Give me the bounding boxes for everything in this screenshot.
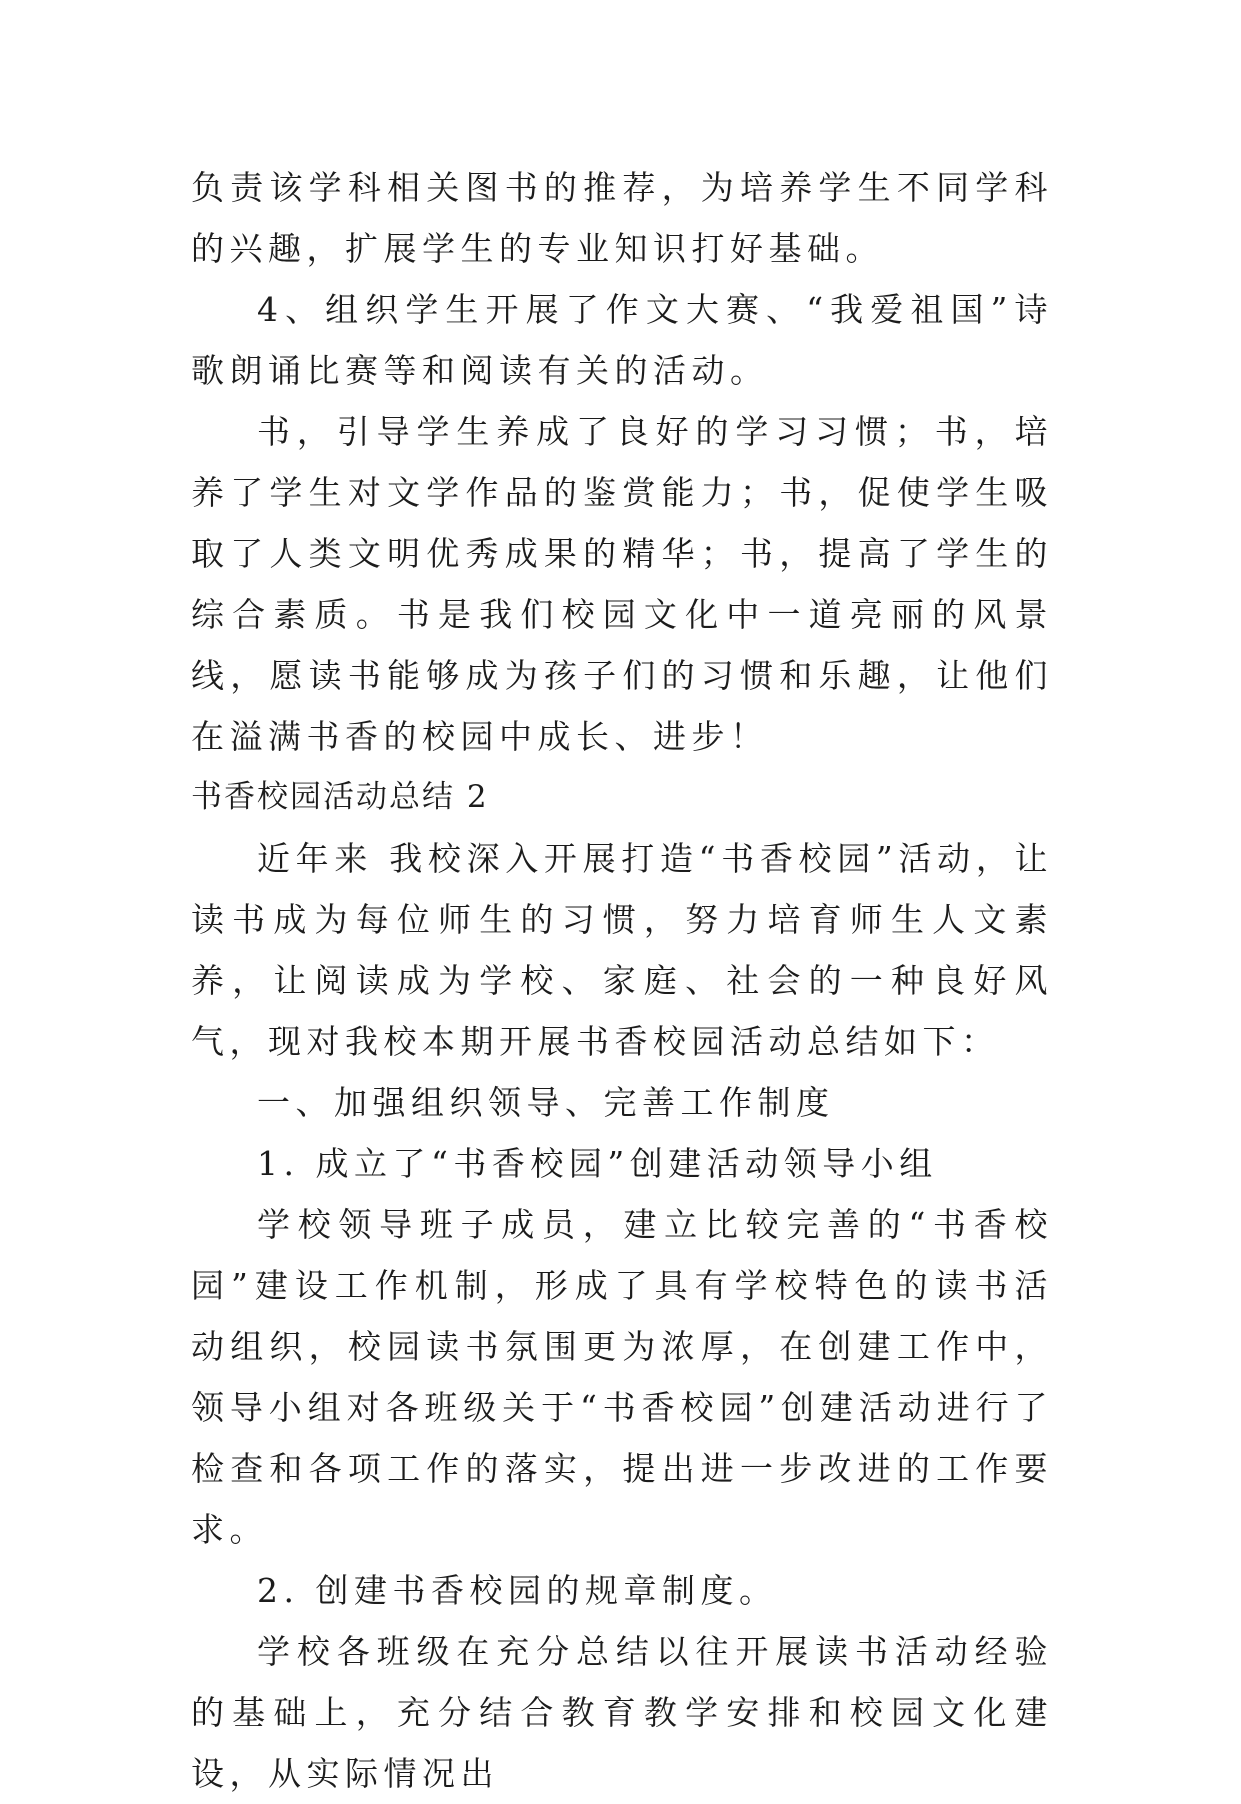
paragraph-recommendation: 负责该学科相关图书的推荐，为培养学生不同学科的兴趣，扩展学生的专业知识打好基础。 (191, 168, 1053, 268)
list-item-regulations: 2. 创建书香校园的规章制度。 (257, 1571, 778, 1610)
list-item-leadership-group: 1. 成立了“书香校园”创建活动领导小组 (257, 1144, 938, 1183)
subheading-organization: 一、加强组织领导、完善工作制度 (257, 1083, 835, 1122)
document-page (191, 157, 1053, 1804)
paragraph-activities: 4、组织学生开展了作文大赛、“我爱祖国”诗歌朗诵比赛等和阅读有关的活动。 (191, 290, 1053, 390)
paragraph-leadership: 学校领导班子成员，建立比较完善的“书香校园”建设工作机制，形成了具有学校特色的读书活动组织，校园读书氛围更为浓厚，在创建工作中，领导小组对各班级关于“书香校园”创建活动进行了检查和各项工作的落实，提出进一步改进的工作要求。 (191, 1205, 1053, 1549)
paragraph-book-benefits: 书，引导学生养成了良好的学习习惯；书，培养了学生对文学作品的鉴赏能力；书，促使学生吸取了人类文明优秀成果的精华；书，提高了学生的综合素质。书是我们校园文化中一道亮丽的风景线，愿读书能够成为孩子们的习惯和乐趣，让他们在溢满书香的校园中成长、进步！ (191, 412, 1053, 756)
paragraph-introduction: 近年来 我校深入开展打造“书香校园”活动，让读书成为每位师生的习惯，努力培育师生人文素养，让阅读成为学校、家庭、社会的一种良好风气，现对我校本期开展书香校园活动总结如下： (191, 839, 1053, 1061)
section-heading: 书香校园活动总结 2 (191, 779, 489, 815)
paragraph-regulations: 学校各班级在充分总结以往开展读书活动经验的基础上，充分结合教育教学安排和校园文化建设，从实际情况出 (191, 1632, 1053, 1793)
